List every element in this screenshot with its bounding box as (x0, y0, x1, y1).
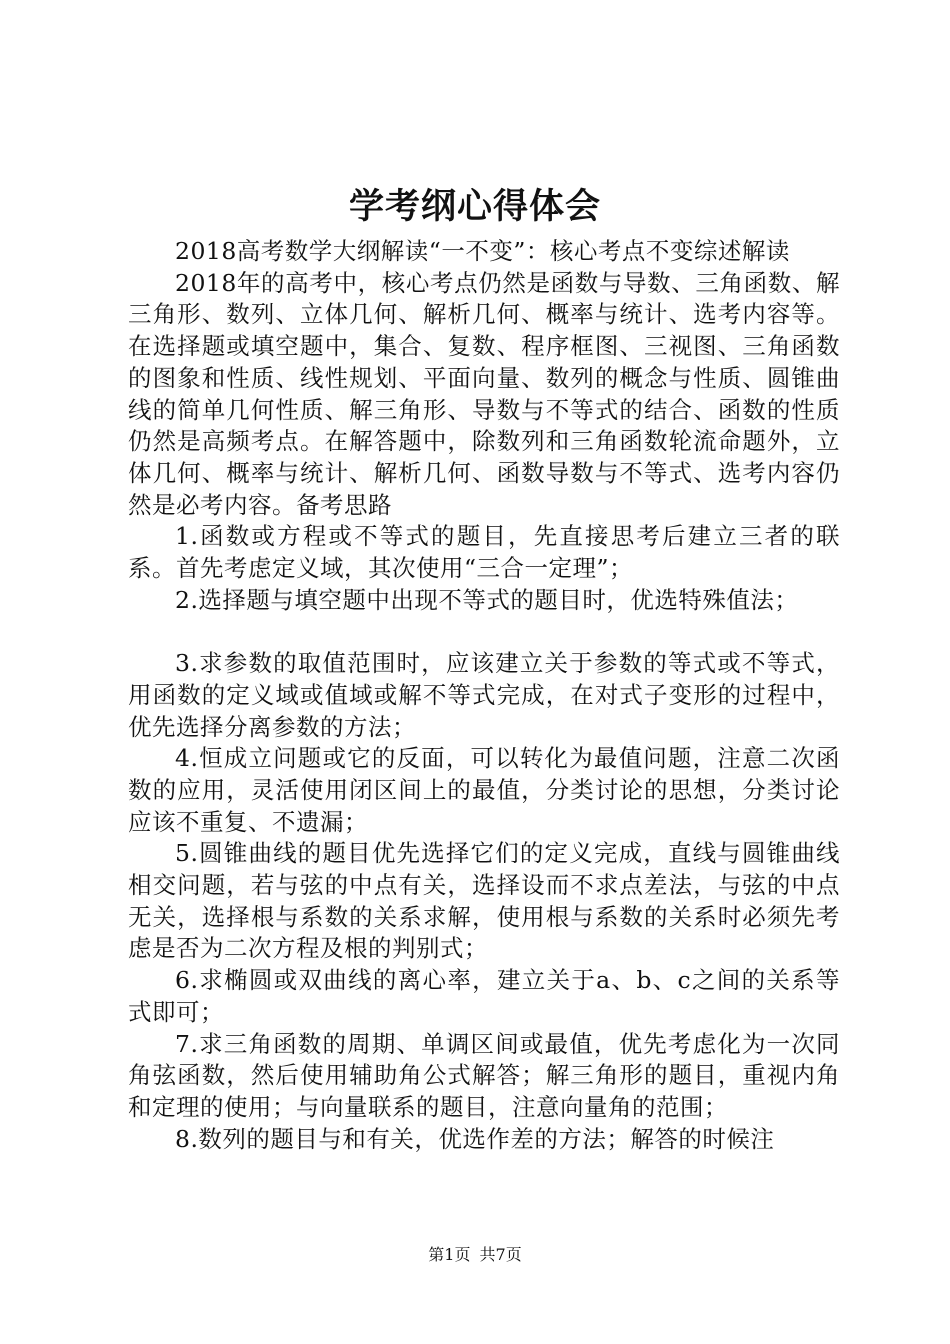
paragraph-item-7: 7.求三角函数的周期、单调区间或最值，优先考虑化为一次同角弦函数，然后使用辅助角公式解答；解三角形的题目，重视内角和定理的使用；与向量联系的题目，注意向量角的范围； (128, 1029, 840, 1121)
paragraph-item-5: 5.圆锥曲线的题目优先选择它们的定义完成，直线与圆锥曲线相交问题，若与弦的中点有关，选择设而不求点差法，与弦的中点无关，选择根与系数的关系求解，使用根与系数的关系时必须先考虑是否为二次方程及根的判别式； (128, 839, 840, 963)
page-title: 学考纲心得体会 (348, 186, 601, 227)
paragraph-item-6: 6.求椭圆或双曲线的离心率，建立关于a、b、c之间的关系等式即可； (128, 966, 840, 1026)
paragraph-item-3: 3.求参数的取值范围时，应该建立关于参数的等式或不等式，用函数的定义域或值域或解不等式完成，在对式子变形的过程中，优先选择分离参数的方法； (128, 649, 840, 741)
page-number: 第1页 (428, 1245, 471, 1264)
document-body (128, 236, 840, 1155)
page-total: 共7页 (479, 1245, 522, 1264)
paragraph-item-2: 2.选择题与填空题中出现不等式的题目时，优选特殊值法； (175, 585, 799, 614)
paragraph-intro: 2018年的高考中，核心考点仍然是函数与导数、三角函数、解三角形、数列、立体几何、解析几何、概率与统计、选考内容等。在选择题或填空题中，集合、复数、程序框图、三视图、三角函数的图象和性质、线性规划、平面向量、数列的概念与性质、圆锥曲线的简单几何性质、解三角形、导数与不等式的结合、函数的性质仍然是高频考点。在解答题中，除数列和三角函数轮流命题外，立体几何、概率与统计、解析几何、函数导数与不等式、选考内容仍然是必考内容。备考思路 (128, 268, 840, 519)
paragraph-item-1: 1.函数或方程或不等式的题目，先直接思考后建立三者的联系。首先考虑定义域，其次使用“三合一定理”； (128, 522, 840, 583)
paragraph-item-8: 8.数列的题目与和有关，优选作差的方法；解答的时候注 (175, 1124, 775, 1153)
paragraph-item-4: 4.恒成立问题或它的反面，可以转化为最值问题，注意二次函数的应用，灵活使用闭区间上的最值，分类讨论的思想，分类讨论应该不重复、不遗漏； (128, 744, 840, 836)
page-footer (0, 1244, 950, 1266)
paragraph-heading: 2018高考数学大纲解读“一不变”：核心考点不变综述解读 (175, 237, 790, 265)
blank-line (128, 616, 840, 648)
